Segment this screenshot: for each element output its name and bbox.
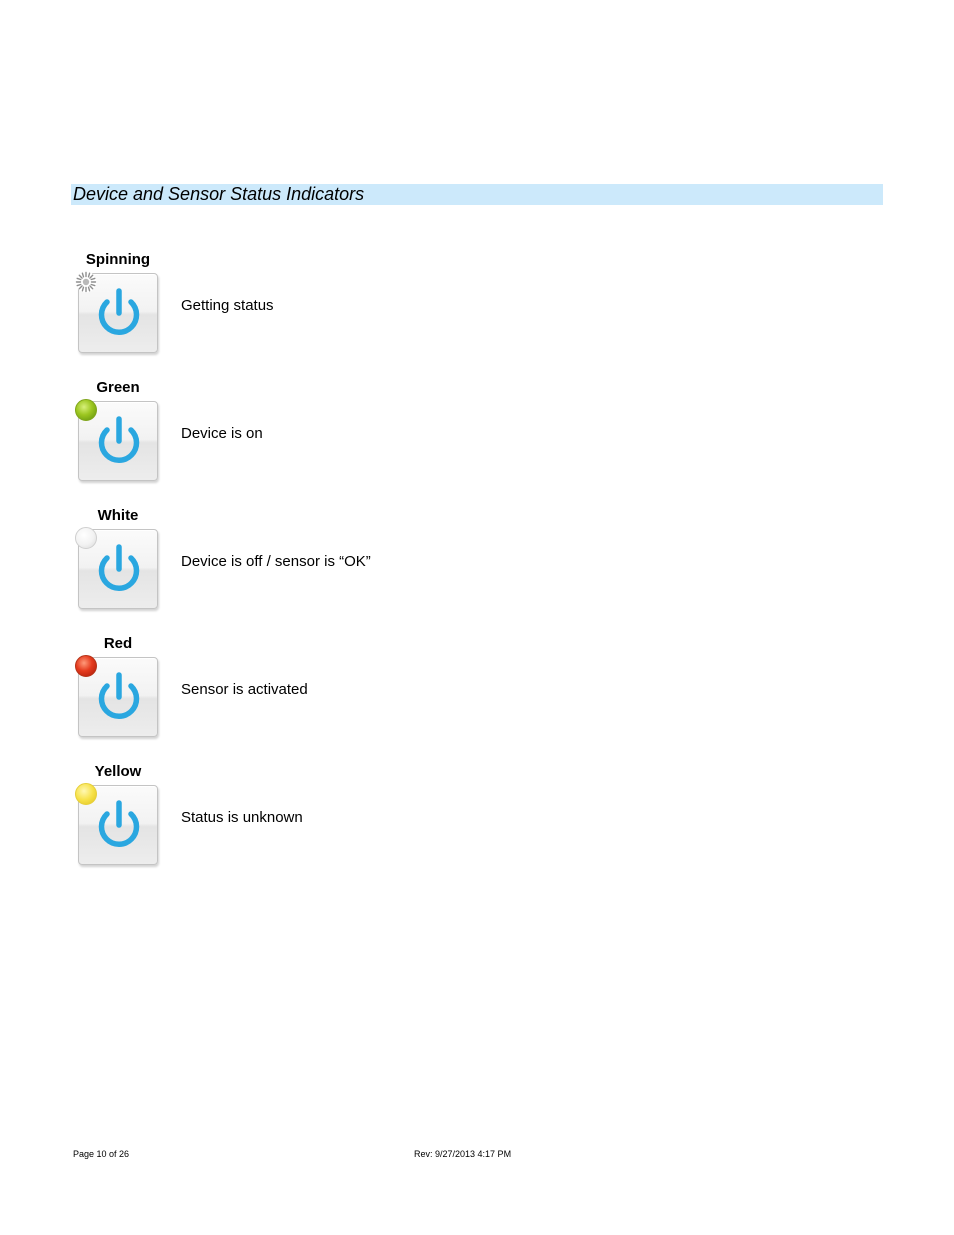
power-icon xyxy=(94,414,144,468)
green-status-dot-icon xyxy=(75,399,97,421)
indicator-white xyxy=(0,507,600,627)
indicator-label: White xyxy=(97,507,139,524)
indicator-description: Sensor is activated xyxy=(181,681,308,698)
indicator-label: Red xyxy=(103,635,133,652)
white-status-dot-icon xyxy=(75,527,97,549)
indicator-label: Yellow xyxy=(94,763,142,780)
indicator-red xyxy=(0,635,600,755)
indicator-label: Green xyxy=(96,379,140,396)
power-icon xyxy=(94,286,144,340)
spinner-icon xyxy=(75,271,97,293)
red-status-dot-icon xyxy=(75,655,97,677)
power-icon xyxy=(94,670,144,724)
indicator-green xyxy=(0,379,600,499)
power-icon xyxy=(94,798,144,852)
indicator-spinning xyxy=(0,251,600,371)
indicator-description: Status is unknown xyxy=(181,809,303,826)
footer-revision: Rev: 9/27/2013 4:17 PM xyxy=(414,1149,512,1159)
indicator-yellow xyxy=(0,763,600,883)
power-icon xyxy=(94,542,144,596)
yellow-status-dot-icon xyxy=(75,783,97,805)
indicator-description: Getting status xyxy=(181,297,274,314)
indicator-label: Spinning xyxy=(85,251,151,268)
indicator-description: Device is on xyxy=(181,425,263,442)
section-heading: Device and Sensor Status Indicators xyxy=(71,184,883,205)
indicator-description: Device is off / sensor is “OK” xyxy=(181,553,371,570)
footer-page-number: Page 10 of 26 xyxy=(73,1149,130,1159)
